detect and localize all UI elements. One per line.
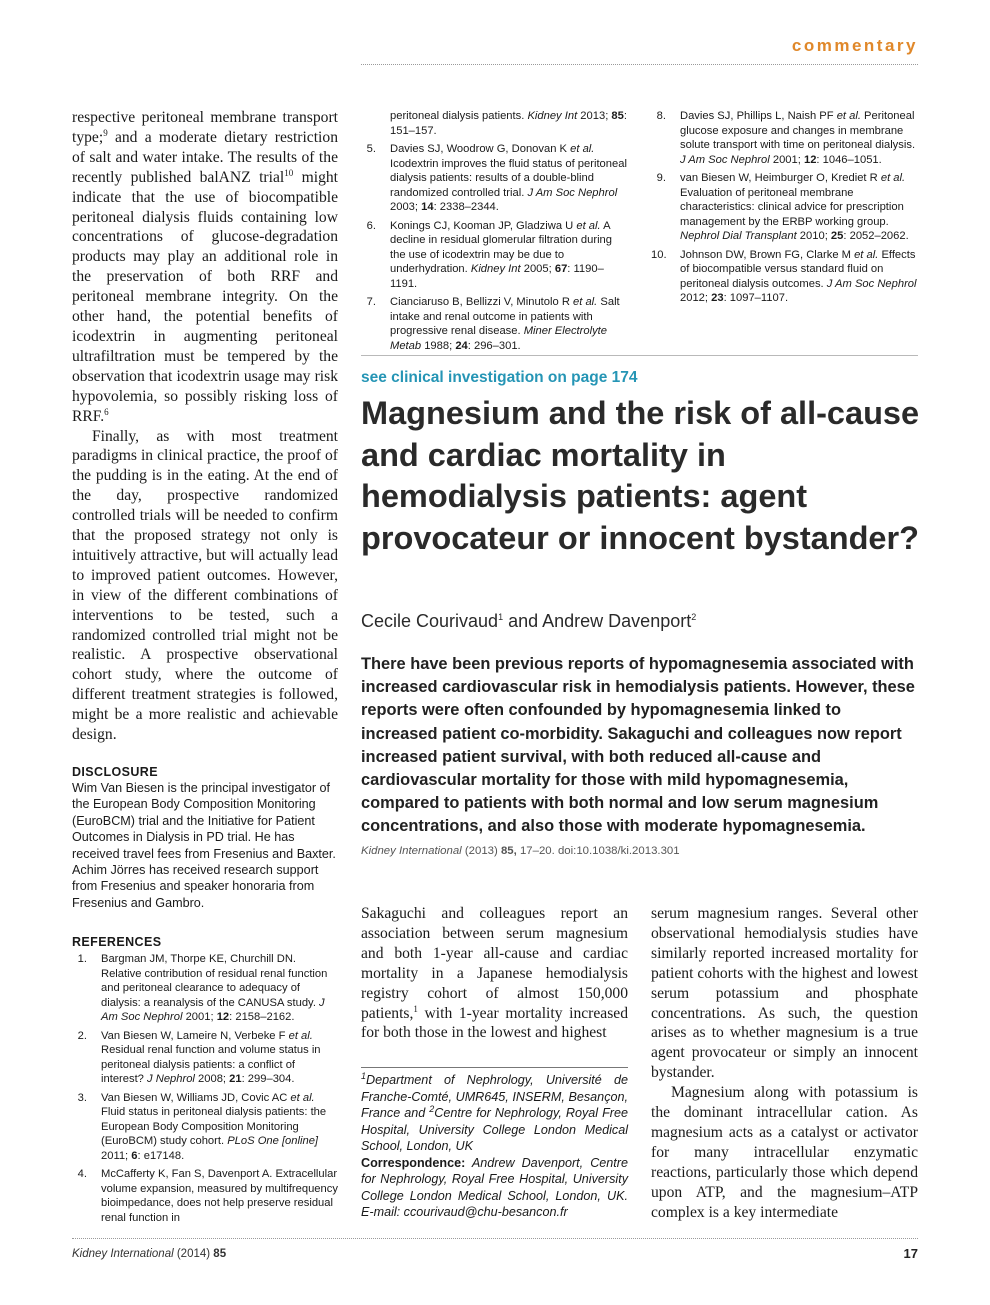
reference-pages: : 151–157. [390,110,627,137]
reference-volume: 67 [554,263,568,275]
reference-item [72,1167,338,1225]
reference-title: Relative contribution of residual renal function and peritoneal clearance to adequacy of dialysis: a reanalysis of the CANUSA study. [101,967,328,1009]
affiliation-superscript: 2 [691,612,697,622]
reference-title: Salt intake and renal outcome in patients with progressive renal disease. [390,296,620,337]
reference-volume: 21 [229,1073,242,1086]
body-column-a [361,904,628,1043]
section-divider [361,355,918,356]
reference-number: 2. [77,1029,87,1042]
reference-etal: et al. [880,172,906,184]
reference-volume: 23 [711,292,724,304]
reference-list-col2 [361,109,629,353]
header-divider [361,64,918,65]
page-number: 17 [903,1246,918,1261]
correspondence-label: Correspondence: [361,1155,466,1170]
article-citation [361,845,680,857]
body-paragraph: Magnesium along with potassium is the dominant intracellular cation. As magnesium acts as a catalyst or activator for many intracellular enzymatic reactions, particularly those which depend upon ATP, and the magnesium–ATP complex is a key intermediate [651,1084,918,1221]
reference-list-col3 [651,109,918,306]
reference-journal: J Nephrol [147,1073,195,1086]
reference-year: 2011; [101,1149,132,1162]
section-label: commentary [791,36,918,55]
reference-item [72,1091,338,1164]
article-abstract: There have been previous reports of hypomagnesemia associated with increased cardiovascular risk in hemodialysis patients. However, these reports were often confounded by hypomagnesemia linked to increased patient co-morbidity. Sakaguchi and colleagues now report increased patient survival, with both reduced all-cause and cardiovascular mortality for those with mild hypomagnesemia, compared to patients with both normal and low serum magnesium concentrations, and also those with moderate hypomagnesemia. [361,655,915,836]
reference-number: 3. [77,1091,87,1104]
citation-journal: Kidney International [361,845,462,857]
reference-title: Icodextrin improves the fluid status of peritoneal dialysis patients: results of a double-blind randomized controlled trial. [390,157,627,199]
reference-volume: 24 [455,339,468,352]
footer-divider [72,1238,918,1239]
text-run: might indicate that the use of biocompatible peritoneal dialysis fluids containing low concentrations of glucose-degradation products may play an additional role in the preservation of both RRF and peritoneal membrane integrity. On the other hand, the potential benefits of icodextrin in augmenting peritoneal ultrafiltration must be tempered by the observation that icodextrin usage may risk hypovolemia, so possibly risking loss of RRF. [72,168,338,425]
left-paragraph-1 [72,108,338,427]
reference-volume: 14 [421,201,434,213]
reference-year: 2005; [520,263,555,275]
affiliation-superscript: 1 [498,612,504,622]
reference-etal: et al. [290,1091,315,1104]
reference-pages: : 1097–1107. [723,292,789,304]
reference-volume: 12 [216,1011,230,1024]
reference-year: 2001; [769,153,804,166]
reference-item [361,295,629,353]
reference-number: 7. [366,296,376,308]
affiliation-superscript: 2 [429,1103,435,1114]
affiliation-superscript: 1 [361,1070,367,1081]
reference-year: 2013; [577,110,612,122]
affiliation-text: Centre for Nephrology, Royal Free Hospital, University College London Medical School, London, UK [361,1106,628,1153]
footer-year: (2014) [173,1248,214,1260]
citation-doi: 17–20. doi:10.1038/ki.2013.301 [516,845,680,857]
reference-authors: Cianciaruso B, Bellizzi V, Minutolo R [390,296,574,308]
reference-journal: J Am Soc Nephrol [680,153,770,166]
reference-pages: : 2052–2062. [843,230,909,242]
reference-number: 4. [77,1168,87,1181]
reference-volume: 25 [830,230,844,242]
reference-year: 2001; [182,1011,217,1024]
reference-etal: et al. [836,110,861,122]
affiliation-divider [361,1067,628,1068]
citation-superscript: 1 [413,1003,418,1014]
reference-authors: Konings CJ, Kooman JP, Gladziwa U [390,219,577,232]
reference-column-3 [651,109,918,310]
affiliation-block [361,1072,628,1221]
reference-authors: Davies SJ, Woodrow G, Donovan K [390,143,571,155]
reference-authors: Bargman JM, Thorpe KE, Churchill DN. [101,953,297,966]
reference-title: A decline in residual glomerular filtration during the use of icodextrin may be due to underhydration. [390,219,613,275]
reference-number: 1. [77,953,87,966]
reference-etal: et al. [854,248,879,261]
reference-item [361,142,629,215]
reference-authors: van Biesen W, Heimburger O, Krediet R [680,172,881,184]
text-run: Sakaguchi and colleagues report an association between serum magnesium and both 1-year all-cause and cardiac mortality in a Japanese hemodialysis registry cohort of almost 150,000 patients, [361,905,628,1022]
reference-item [361,219,629,292]
reference-journal: Kidney Int [470,263,521,275]
body-paragraph [361,904,628,1043]
reference-title: Peritoneal glucose exposure and changes in membrane solute transport with time on peritoneal dialysis. [680,110,916,151]
reference-title-part-2: peritoneal dialysis patients. [390,110,528,122]
body-column-b [651,904,918,1223]
reference-journal: J Am Soc Nephrol [527,186,618,199]
reference-pages: : e17148. [137,1149,185,1162]
reference-authors: Johnson DW, Brown FG, Clarke M [680,248,855,261]
reference-etal: et al. [576,219,601,232]
correspondence-text: Andrew Davenport, Centre for Nephrology, Royal Free Hospital, University College London Medical School, London, UK. E-mail: ccourivaud@chu-besancon.fr [361,1155,628,1219]
reference-number: 6. [366,219,376,232]
reference-journal: Nephrol Dial Transplant [680,230,797,242]
reference-authors: McCafferty K, Fan S, Davenport A. [101,1168,276,1181]
reference-journal: Miner Electrolyte Metab [390,325,608,352]
article-authors [361,611,696,632]
reference-pages: : 2338–2344. [433,201,499,213]
text-run: with 1-year mortality increased for both those in the lowest and highest [361,1004,628,1042]
reference-title: Evaluation of peritoneal membrane characteristics: clinical advice for prescription management by the ERBP working group. [680,186,904,228]
reference-authors: Van Biesen W, Williams JD, Covic AC [101,1091,291,1104]
reference-etal: et al. [570,143,595,155]
left-paragraph-2: Finally, as with most treatment paradigms in clinical practice, the proof of the pudding is in the eating. At the end of the day, prospective randomized controlled trials will be needed to confirm that the proposed strategy not only is intuitively attractive, but will actually lead to improved patient outcomes. However, in view of the different combinations of interventions to be tested, such a randomized controlled trial might not be realistic. A prospective observational cohort study, where the outcome of different treatment strategies is followed, might be a more realistic and achievable design. [72,427,338,744]
text-run: respective peritoneal membrane transport type; [72,109,338,146]
reference-item [651,248,918,306]
footer-journal-name: Kidney International [72,1248,174,1260]
reference-column-2 [361,109,629,357]
reference-pages: : 296–301. [467,339,521,352]
body-paragraph: serum magnesium ranges. Several other observational hemodialysis studies have similarly reported increased mortality for patient cohorts with the highest and lowest serum potassium and phosphate concentrations. As such, the question arises as to whether magnesium is a true agent provocateur or simply an innocent bystander. [651,905,918,1082]
reference-journal: J Am Soc Nephrol [101,996,325,1024]
reference-journal: Kidney Int [527,110,578,122]
reference-number: 10. [651,248,667,261]
affiliation-text: Department of Nephrology, Université de Franche-Comté, UMR645, INSERM, Besançon, France and [361,1073,628,1120]
reference-authors: Van Biesen W, Lameire N, Verbeke F [101,1029,289,1042]
reference-title: Effects of biocompatible versus standard fluid on peritoneal dialysis outcomes. [680,248,916,290]
reference-list-col1 [72,952,338,1225]
reference-title: Fluid status in peritoneal dialysis patients: the European Body Composition Monitoring (EuroBCM) study cohort. [101,1106,327,1148]
reference-year: 2008; [194,1073,230,1086]
reference-pages: : 1190–1191. [390,263,604,290]
author-name: Cecile Courivaud [361,611,499,631]
citation-superscript: 6 [104,406,109,417]
reference-etal: et al. [288,1029,313,1042]
footer-journal [72,1248,226,1260]
author-name: Andrew Davenport [542,611,692,631]
reference-authors: Davies SJ, Phillips L, Naish PF [680,110,837,122]
see-clinical-investigation-link[interactable]: see clinical investigation on page 174 [361,369,638,386]
reference-volume: 85 [611,110,624,122]
reference-year: 2003; [390,201,422,213]
disclosure-text: Wim Van Biesen is the principal investigator of the European Body Composition Monitoring (EuroBCM) trial and the Initiative for Patient Outcomes in Dialysis in PD trial. He has received travel fees from Fresenius and Baxter. Achim Jörres has received research support from Fresenius and speaker honoraria from Fresenius and Gambro. [72,781,336,910]
citation-superscript: 10 [284,167,294,178]
reference-number: 5. [366,143,376,155]
reference-pages: : 1046–1051. [816,153,882,166]
reference-item-continued [361,109,629,138]
disclosure-heading: DISCLOSURE [72,765,158,779]
left-column [72,108,338,1229]
reference-volume: 12 [803,153,817,166]
reference-item [651,109,918,167]
reference-item [651,171,918,244]
reference-journal: PLoS One [online] [227,1135,319,1148]
reference-number: 9. [656,172,666,184]
reference-title-part-1: Extracellular volume expansion, measured by multifrequency bioimpedance, does not help preserve residual renal function in [101,1168,338,1224]
reference-item [72,952,338,1025]
reference-volume: 6 [131,1149,138,1162]
reference-title: Residual renal function and volume status in peritoneal dialysis patients: a conflict of interest? [101,1044,321,1086]
reference-year: 2012; [680,292,712,304]
citation-volume: 85, [500,845,517,857]
reference-pages: : 299–304. [241,1073,295,1086]
citation-year: (2013) [461,845,501,857]
reference-pages: : 2158–2162. [229,1011,295,1024]
reference-etal: et al. [573,296,598,308]
text-run: and a moderate dietary restriction of salt and water intake. The results of the recently published balANZ trial [72,128,338,186]
reference-year: 2010; [796,230,831,242]
author-separator: and [503,611,543,631]
footer-volume: 85 [213,1248,227,1260]
reference-journal: J Am Soc Nephrol [826,277,917,290]
article-title: Magnesium and the risk of all-cause and cardiac mortality in hemodialysis patients: agent provocateur or innocent bystander? [361,395,920,556]
references-heading: REFERENCES [72,935,162,950]
reference-year: 1988; [421,339,456,352]
reference-number: 8. [656,110,666,122]
citation-superscript: 9 [103,127,108,138]
reference-item [72,1029,338,1087]
